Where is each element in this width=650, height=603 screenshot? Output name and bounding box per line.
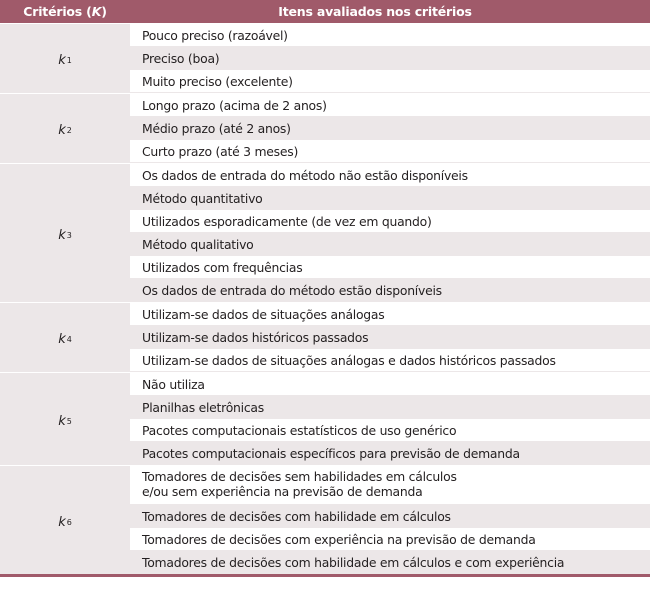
criterion-items xyxy=(130,24,650,93)
table-row: Utilizam-se dados de situações análogas e dados históricos passados xyxy=(130,349,650,372)
criterion-group-k5 xyxy=(0,372,650,465)
header-criteria: Critérios (K) xyxy=(23,4,107,19)
table-row: Os dados de entrada do método estão disponíveis xyxy=(130,279,650,302)
criterion-items xyxy=(130,164,650,302)
criterion-label: k 4 xyxy=(0,303,130,372)
criterion-group-k4 xyxy=(0,302,650,372)
header-items: Itens avaliados nos critérios xyxy=(278,4,472,19)
table-row: Utilizados com frequências xyxy=(130,256,650,279)
criterion-group-k3 xyxy=(0,163,650,302)
table-row: Longo prazo (acima de 2 anos) xyxy=(130,94,650,117)
table-row: Os dados de entrada do método não estão disponíveis xyxy=(130,164,650,187)
table-row: Método quantitativo xyxy=(130,187,650,210)
table-row: Curto prazo (até 3 meses) xyxy=(130,140,650,163)
criterion-label: k 1 xyxy=(0,24,130,93)
table-row: Não utiliza xyxy=(130,373,650,396)
row-line: Tomadores de decisões sem habilidades em cálculos xyxy=(142,469,457,484)
table-row: Tomadores de decisões com habilidade em cálculos e com experiência xyxy=(130,551,650,574)
criterion-label: k 3 xyxy=(0,164,130,302)
table-row: Método qualitativo xyxy=(130,233,650,256)
table-row: Utilizados esporadicamente (de vez em quando) xyxy=(130,210,650,233)
table-row: Utilizam-se dados históricos passados xyxy=(130,326,650,349)
criterion-label: k 5 xyxy=(0,373,130,465)
table-row: Pacotes computacionais específicos para previsão de demanda xyxy=(130,442,650,465)
table-row: Tomadores de decisões com experiência na previsão de demanda xyxy=(130,528,650,551)
table-header xyxy=(0,0,650,23)
table-row: Médio prazo (até 2 anos) xyxy=(130,117,650,140)
bottom-rule xyxy=(0,574,650,577)
criterion-label: k 6 xyxy=(0,466,130,574)
criterion-items xyxy=(130,94,650,163)
table-row xyxy=(130,466,650,505)
criterion-group-k6 xyxy=(0,465,650,574)
table-row: Planilhas eletrônicas xyxy=(130,396,650,419)
criterion-label: k 2 xyxy=(0,94,130,163)
criterion-group-k2 xyxy=(0,93,650,163)
table-row: Pouco preciso (razoável) xyxy=(130,24,650,47)
criterion-items xyxy=(130,466,650,574)
table-row: Preciso (boa) xyxy=(130,47,650,70)
table-row: Muito preciso (excelente) xyxy=(130,70,650,93)
criterion-items xyxy=(130,303,650,372)
table-row: Tomadores de decisões com habilidade em cálculos xyxy=(130,505,650,528)
criterion-group-k1 xyxy=(0,23,650,93)
row-line: e/ou sem experiência na previsão de demanda xyxy=(142,484,423,499)
table-row: Pacotes computacionais estatísticos de uso genérico xyxy=(130,419,650,442)
criterion-items xyxy=(130,373,650,465)
table-row: Utilizam-se dados de situações análogas xyxy=(130,303,650,326)
